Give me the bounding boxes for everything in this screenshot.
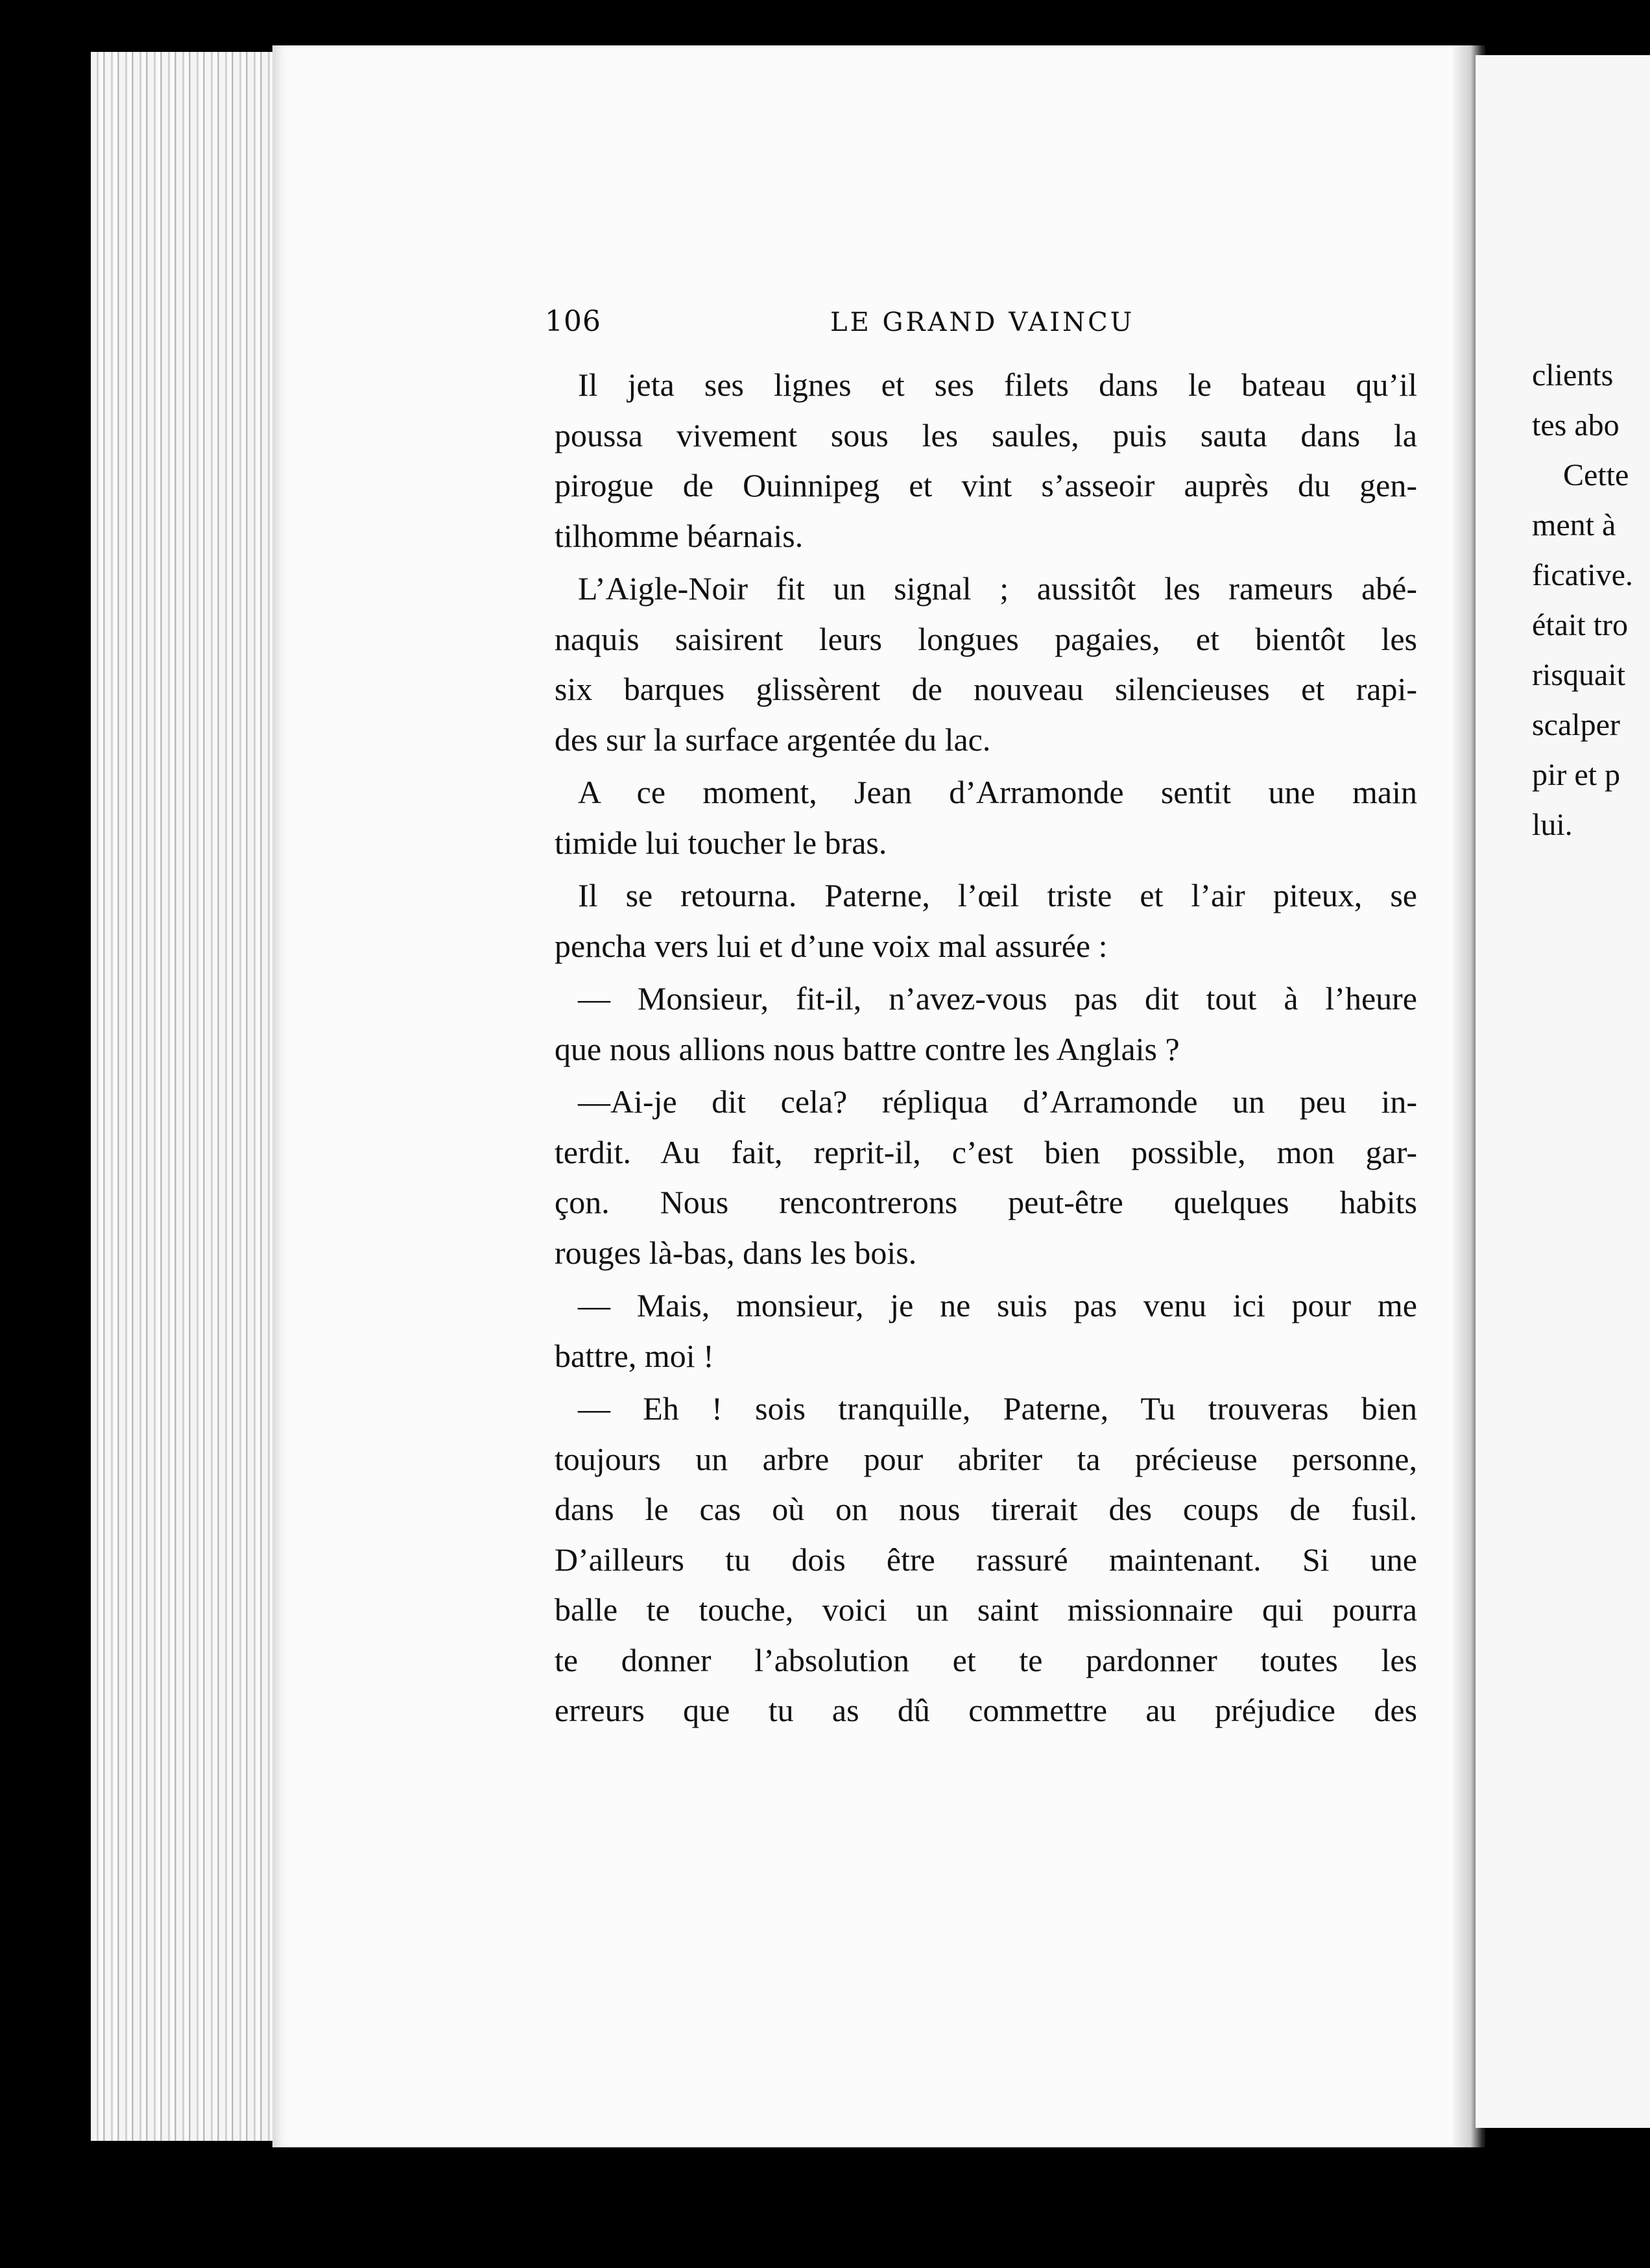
facing-text-line: risquait bbox=[1532, 658, 1625, 692]
facing-text-line: ment à bbox=[1532, 508, 1616, 542]
paragraph bbox=[555, 360, 1417, 561]
facing-page-text bbox=[1532, 350, 1650, 850]
text-line: — Mais, monsieur, je ne suis pas venu ici pour me bbox=[578, 1287, 1417, 1323]
text-line: des sur la surface argentée du lac. bbox=[555, 721, 991, 758]
text-line: poussa vivement sous les saules, puis sauta dans la bbox=[555, 416, 1417, 453]
facing-text-line: tes abo bbox=[1532, 408, 1620, 442]
text-line: timide lui toucher le bras. bbox=[555, 824, 887, 861]
text-line: çon. Nous rencontrerons peut-être quelques habits bbox=[555, 1184, 1417, 1220]
facing-text-line: Cette bbox=[1563, 458, 1629, 492]
text-line: que nous allions nous battre contre les Anglais ? bbox=[555, 1030, 1180, 1067]
facing-text-line: ficative. bbox=[1532, 558, 1633, 592]
text-line: rouges là-bas, dans les bois. bbox=[555, 1234, 917, 1271]
facing-text-line: clients bbox=[1532, 358, 1614, 392]
facing-text-line: lui. bbox=[1532, 808, 1573, 842]
text-line: battre, moi ! bbox=[555, 1337, 714, 1374]
page-number: 106 bbox=[545, 305, 601, 338]
text-line: six barques glissèrent de nouveau silencieuses et rapi- bbox=[555, 671, 1417, 707]
text-line: — Eh ! sois tranquille, Paterne, Tu trouveras bien bbox=[578, 1390, 1417, 1427]
text-line: pirogue de Ouinnipeg et vint s’asseoir auprès du gen- bbox=[555, 467, 1417, 503]
facing-text-line: était tro bbox=[1532, 608, 1628, 642]
paragraph bbox=[555, 1384, 1417, 1736]
text-line: Il se retourna. Paterne, l’œil triste et l’air piteux, se bbox=[578, 877, 1417, 913]
paragraph bbox=[555, 1281, 1417, 1381]
text-line: — Monsieur, fit-il, n’avez-vous pas dit tout à l’heure bbox=[578, 980, 1417, 1017]
text-line: naquis saisirent leurs longues pagaies, et bientôt les bbox=[555, 620, 1417, 657]
body-text bbox=[555, 360, 1417, 1739]
running-title: LE GRAND VAINCU bbox=[830, 308, 1135, 337]
text-line: pencha vers lui et d’une voix mal assurée : bbox=[555, 927, 1108, 964]
text-line: D’ailleurs tu dois être rassuré maintenant. Si une bbox=[555, 1541, 1417, 1578]
paragraph bbox=[555, 1077, 1417, 1278]
running-head bbox=[545, 305, 1414, 350]
paragraph bbox=[555, 767, 1417, 868]
paragraph bbox=[555, 564, 1417, 765]
text-line: balle te touche, voici un saint missionnaire qui pourra bbox=[555, 1591, 1417, 1628]
facing-text-line: pir et p bbox=[1532, 758, 1620, 792]
facing-text-line: scalper bbox=[1532, 708, 1620, 742]
text-line: tilhomme béarnais. bbox=[555, 517, 804, 554]
text-line: erreurs que tu as dû commettre au préjudice des bbox=[555, 1692, 1417, 1728]
paragraph bbox=[555, 871, 1417, 971]
text-line: dans le cas où on nous tirerait des coups de fusil. bbox=[555, 1491, 1417, 1527]
text-line: toujours un arbre pour abriter ta précieuse personne, bbox=[555, 1440, 1417, 1477]
text-line: te donner l’absolution et te pardonner toutes les bbox=[555, 1641, 1417, 1678]
text-line: L’Aigle-Noir fit un signal ; aussitôt les rameurs abé- bbox=[578, 570, 1417, 607]
text-line: terdit. Au fait, reprit-il, c’est bien possible, mon gar- bbox=[555, 1133, 1417, 1170]
text-line: A ce moment, Jean d’Arramonde sentit une main bbox=[578, 774, 1417, 810]
text-line: Il jeta ses lignes et ses filets dans le bateau qu’il bbox=[578, 367, 1417, 403]
text-line: —Ai-je dit cela? répliqua d’Arramonde un peu in- bbox=[578, 1083, 1417, 1120]
paragraph bbox=[555, 974, 1417, 1074]
